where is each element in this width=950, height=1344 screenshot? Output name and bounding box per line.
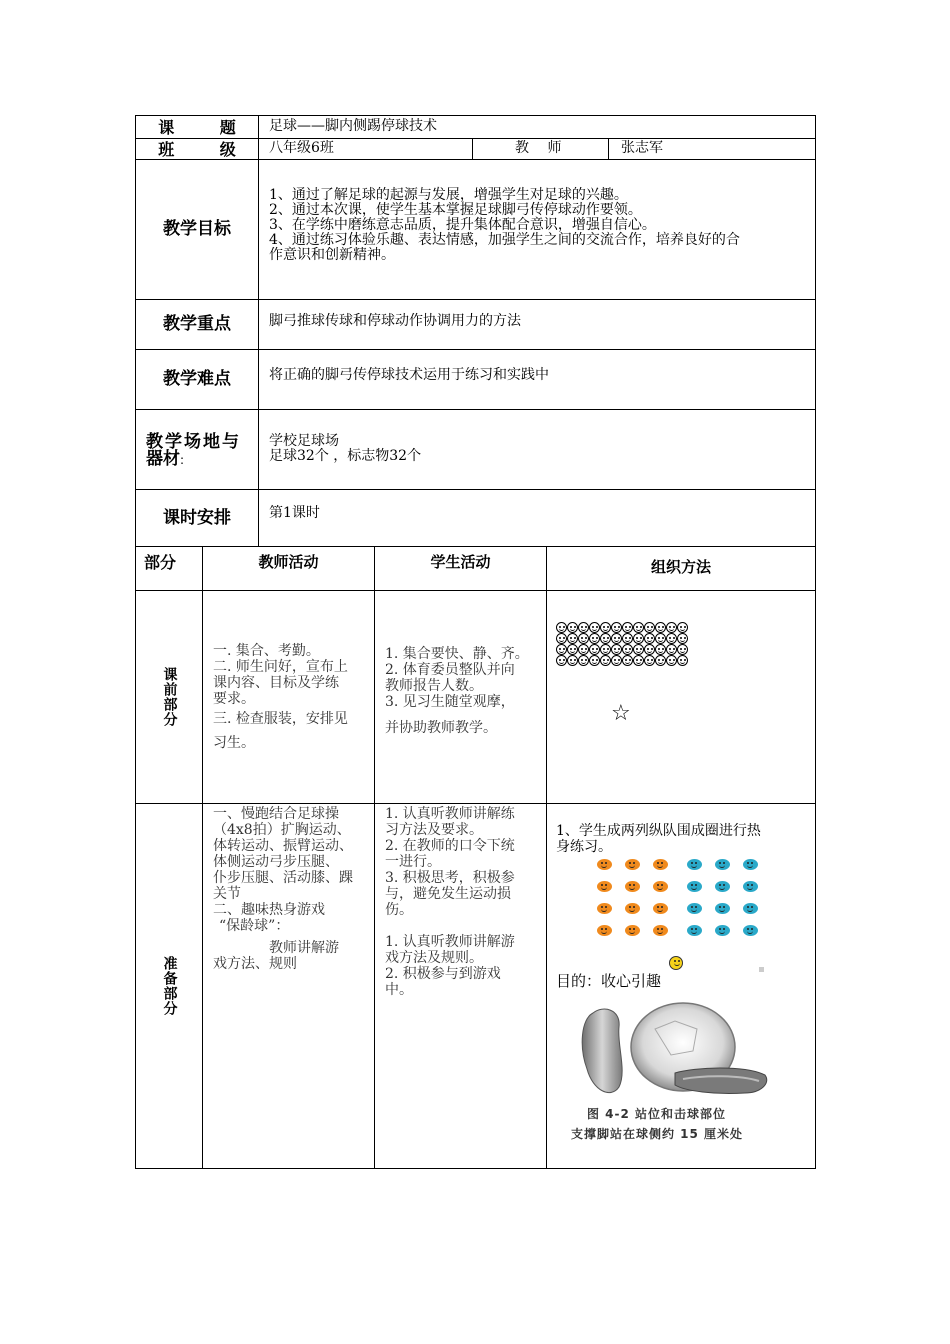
student-dot-icon: [597, 859, 612, 870]
student-smiley-icon: [622, 633, 633, 644]
student-smiley-icon: [644, 655, 655, 666]
venue-line: 足球32个 ，标志物32个: [269, 448, 422, 464]
column-part: 部分: [136, 547, 203, 591]
student-dot-icon: [625, 903, 640, 914]
student-dot-icon: [687, 903, 702, 914]
student-smiley-icon: [644, 644, 655, 655]
student-smiley-icon: [666, 644, 677, 655]
student-dot-icon: [743, 859, 758, 870]
student-smiley-icon: [655, 655, 666, 666]
venue-label: [136, 410, 259, 490]
teacher-line: “保龄球”：: [219, 918, 290, 934]
org-text: 1、学生成两列纵队围成圈进行热: [556, 823, 761, 839]
venue-line: 学校足球场: [269, 433, 339, 449]
venue-text: [259, 410, 816, 490]
teacher-line: 二、趣味热身游戏: [213, 902, 325, 918]
student-dot-icon: [653, 903, 668, 914]
teacher-line: 仆步压腿、活动膝、踝: [213, 870, 353, 886]
student-smiley-icon: [567, 655, 578, 666]
topic-label: 课 题: [136, 116, 259, 139]
teacher-line: 教师讲解游: [269, 940, 339, 956]
student-smiley-icon: [567, 633, 578, 644]
student-smiley-icon: [589, 633, 600, 644]
student-dot-icon: [653, 925, 668, 936]
column-teacher: 教师活动: [203, 547, 375, 591]
student-smiley-icon: [655, 644, 666, 655]
student-line: 与，避免发生运动损: [385, 886, 511, 902]
figure-caption-line2: 支撑脚站在球侧约 15 厘米处: [571, 1127, 744, 1141]
student-smiley-icon: [666, 622, 677, 633]
student-dot-icon: [597, 903, 612, 914]
objective-line: 作意识和创新精神。: [269, 247, 395, 263]
student-smiley-icon: [556, 622, 567, 633]
class-label: 班 级: [136, 139, 259, 160]
student-smiley-icon: [633, 633, 644, 644]
student-dot-icon: [687, 859, 702, 870]
key-point-text: 脚弓推球传球和停球动作协调用力的方法: [259, 300, 816, 350]
student-smiley-icon: [578, 655, 589, 666]
student-dot-icon: [715, 881, 730, 892]
student-smiley-icon: [556, 633, 567, 644]
student-line: 3. 积极思考，积极参: [385, 870, 515, 886]
lesson-plan-table: [135, 115, 816, 1169]
difficulty-label: 教学难点: [136, 350, 259, 410]
student-line: 3. 见习生随堂观摩，: [385, 694, 515, 710]
student-line: 教师报告人数。: [385, 678, 483, 694]
student-smiley-icon: [611, 655, 622, 666]
student-line: 2. 积极参与到游戏: [385, 966, 501, 982]
teacher-star-icon: ☆: [611, 701, 631, 726]
teacher-line: 课内容、目标及学练: [213, 675, 339, 691]
student-smiley-icon: [633, 655, 644, 666]
section-prep-organization: [547, 804, 816, 1169]
venue-label-line1: 教学场地与: [146, 432, 241, 452]
teacher-line: 习生。: [213, 735, 255, 751]
student-smiley-icon: [578, 633, 589, 644]
student-smiley-icon: [567, 644, 578, 655]
student-smiley-icon: [633, 622, 644, 633]
class-value: 八年级6班: [259, 139, 473, 160]
student-smiley-icon: [644, 633, 655, 644]
student-line: 戏方法及规则。: [385, 950, 483, 966]
student-smiley-icon: [655, 622, 666, 633]
figure-caption-line1: 图 4-2 站位和击球部位: [587, 1107, 727, 1121]
student-dot-icon: [653, 881, 668, 892]
student-smiley-icon: [622, 622, 633, 633]
difficulty-text: 将正确的脚弓传停球技术运用于练习和实践中: [259, 350, 816, 410]
student-dot-icon: [743, 881, 758, 892]
student-dot-icon: [653, 859, 668, 870]
section-prep-teacher: [203, 804, 375, 1169]
teacher-line: 体侧运动弓步压腿、: [213, 854, 339, 870]
student-dot-icon: [743, 903, 758, 914]
student-smiley-icon: [556, 644, 567, 655]
teacher-line: 戏方法、规则: [213, 956, 297, 972]
purpose-text: 目的：收心引趣: [556, 972, 662, 990]
student-smiley-icon: [611, 633, 622, 644]
objective-line: 2、通过本次课，使学生基本掌握足球脚弓传停球动作要领。: [269, 202, 642, 218]
student-smiley-icon: [589, 655, 600, 666]
objective-line: 1、通过了解足球的起源与发展，增强学生对足球的兴趣。: [269, 187, 628, 203]
student-dot-icon: [743, 925, 758, 936]
student-smiley-icon: [567, 622, 578, 633]
student-smiley-icon: [556, 655, 567, 666]
section-prep-student: [375, 804, 547, 1169]
student-smiley-icon: [600, 644, 611, 655]
student-line: 一进行。: [385, 854, 441, 870]
student-dot-icon: [597, 881, 612, 892]
student-smiley-icon: [622, 655, 633, 666]
student-line: 1. 认真听教师讲解练: [385, 806, 515, 822]
key-point-label: 教学重点: [136, 300, 259, 350]
student-smiley-icon: [600, 633, 611, 644]
section-pre-organization: [547, 591, 816, 804]
student-dot-icon: [597, 925, 612, 936]
objectives-text: [259, 160, 816, 300]
topic-value: 足球——脚内侧踢停球技术: [259, 116, 816, 139]
schedule-label: 课时安排: [136, 490, 259, 547]
student-line: 并协助教师教学。: [385, 720, 497, 736]
student-line: 2. 体育委员整队并向: [385, 662, 515, 678]
objectives-label: 教学目标: [136, 160, 259, 300]
student-smiley-icon: [666, 633, 677, 644]
teacher-line: 一、慢跑结合足球操: [213, 806, 339, 822]
student-smiley-icon: [622, 644, 633, 655]
section-pre-name: 课前部分: [136, 591, 203, 804]
student-dot-icon: [625, 881, 640, 892]
student-dot-icon: [715, 859, 730, 870]
student-line: 习方法及要求。: [385, 822, 483, 838]
student-smiley-icon: [600, 622, 611, 633]
foot-icon: [582, 1009, 622, 1093]
student-smiley-icon: [578, 644, 589, 655]
student-dot-icon: [625, 925, 640, 936]
teacher-line: 体转运动、振臂运动、: [213, 838, 353, 854]
student-smiley-icon: [633, 644, 644, 655]
section-prep-name: 准备部分: [136, 804, 203, 1169]
student-smiley-icon: [677, 655, 688, 666]
student-line: 1. 集合要快、静、齐。: [385, 646, 529, 662]
teacher-line: （4x8拍）扩胸运动、: [213, 822, 351, 838]
corner-mark-icon: [759, 967, 764, 972]
column-organization: 组织方法: [547, 547, 816, 591]
kicking-foot-icon: [675, 1068, 767, 1094]
student-line-spacer: [385, 918, 542, 934]
teacher-line: 二. 师生问好，宣布上: [213, 659, 348, 675]
student-line: 伤。: [385, 902, 413, 918]
student-smiley-icon: [677, 633, 688, 644]
student-formation-diagram: [556, 622, 696, 692]
column-student: 学生活动: [375, 547, 547, 591]
teacher-value: 张志军: [609, 139, 816, 160]
teacher-line: 关节: [213, 886, 241, 902]
student-smiley-icon: [644, 622, 655, 633]
foot-and-ball-figure: [575, 999, 775, 1104]
student-smiley-icon: [677, 644, 688, 655]
objective-line: 4、通过练习体验乐趣、表达情感，加强学生之间的交流合作，培养良好的合: [269, 232, 740, 248]
student-dot-icon: [687, 881, 702, 892]
venue-label-line2: 器材:: [146, 449, 185, 469]
student-line: 2. 在教师的口令下统: [385, 838, 515, 854]
student-smiley-icon: [611, 644, 622, 655]
student-smiley-icon: [589, 644, 600, 655]
student-smiley-icon: [655, 633, 666, 644]
student-smiley-icon: [611, 622, 622, 633]
student-dot-icon: [625, 859, 640, 870]
student-smiley-icon: [578, 622, 589, 633]
schedule-text: 第1课时: [259, 490, 816, 547]
org-text: 身练习。: [556, 839, 612, 855]
student-smiley-icon: [589, 622, 600, 633]
teacher-smiley-icon: [669, 956, 683, 970]
student-smiley-icon: [600, 655, 611, 666]
teacher-line: 三. 检查服装，安排见: [213, 711, 348, 727]
section-pre-teacher: [203, 591, 375, 804]
section-pre-student: [375, 591, 547, 804]
student-smiley-icon: [677, 622, 688, 633]
student-dot-icon: [687, 925, 702, 936]
teacher-line: 要求。: [213, 691, 255, 707]
objective-line: 3、在学练中磨练意志品质，提升集体配合意识，增强自信心。: [269, 217, 656, 233]
student-dot-icon: [715, 925, 730, 936]
warmup-formation-diagram: [597, 856, 767, 936]
student-dot-icon: [715, 903, 730, 914]
student-line: 1. 认真听教师讲解游: [385, 934, 515, 950]
student-smiley-icon: [666, 655, 677, 666]
teacher-line: 一. 集合、考勤。: [213, 643, 320, 659]
teacher-label: 教 师: [473, 139, 609, 160]
student-line: 中。: [385, 982, 413, 998]
